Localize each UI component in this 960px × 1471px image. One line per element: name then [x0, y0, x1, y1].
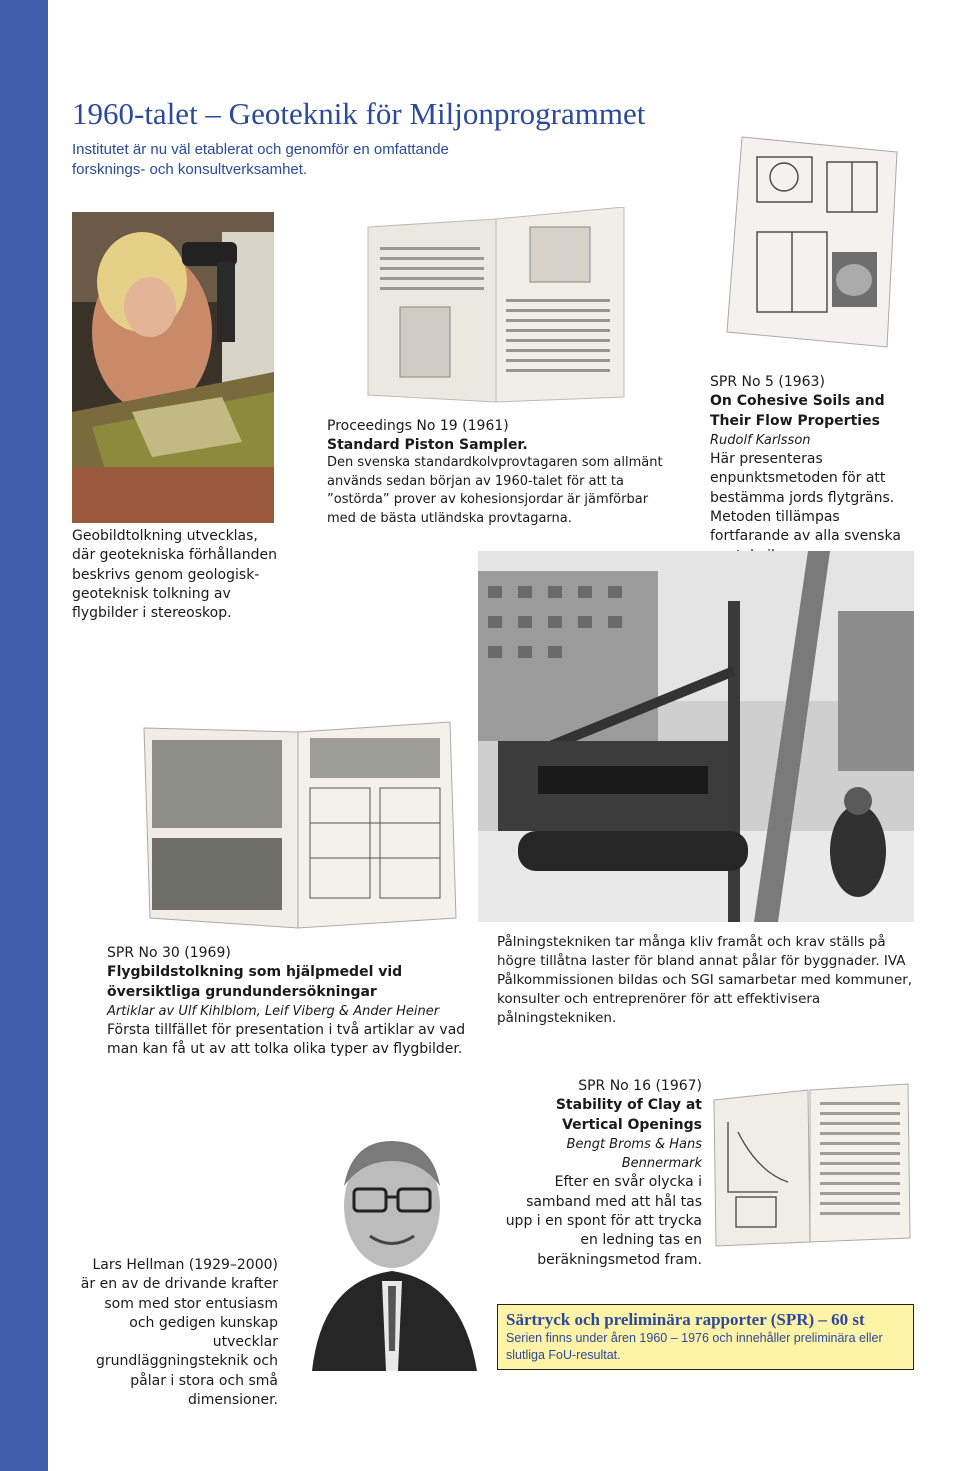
spr16-book-photo [708, 1082, 914, 1248]
page-title: 1960-talet – Geoteknik för Miljonprogrammet [72, 96, 646, 131]
spr5-author: Rudolf Karlsson [710, 432, 811, 448]
paling-caption: Pålningstekniken tar många kliv framåt och krav ställs på högre tillåtna laster för bland annat pålar för byggnader. IVA Pålkommissionen bildas och SGI samarbetar med kommuner, konsulter och entreprenörer för att effektivisera pålningstekniken. [497, 934, 913, 1026]
spr30-book-photo [130, 718, 466, 930]
spr16-series: SPR No 16 (1967) [578, 1078, 702, 1094]
spr5-body: Här presenteras enpunktsmetoden för att bestämma jords flytgräns. Metoden tillämpas fortfarande av alla svenska [710, 451, 901, 545]
spr30-caption [107, 944, 467, 1060]
page-subtitle: Institutet är nu väl etablerat och genomför en omfattande forsknings- och konsultverksamhet. [72, 141, 449, 178]
spr-info-box [497, 1304, 914, 1370]
spr16-title: Stability of Clay at Vertical Openings [555, 1097, 702, 1133]
left-accent-band [0, 0, 48, 1471]
proceedings-body: Den svenska standardkolvprovtagaren som allmänt används sedan början av 1960-talet för att ta ”ostörda” prover av kohesionsjordar är jämförbar med de bästa utländska provtagarna. [327, 455, 663, 526]
proceedings-series: Proceedings No 19 (1961) [327, 418, 509, 434]
spr5-title: On Cohesive Soils and Their Flow Properties [710, 393, 885, 429]
spr5-series: SPR No 5 (1963) [710, 374, 825, 390]
spr30-title: Flygbildstolkning som hjälpmedel vid översiktliga grundundersökningar [107, 964, 403, 1000]
spr-info-box-body: Serien finns under åren 1960 – 1976 och innehåller preliminära eller slutliga FoU-resultat. [506, 1331, 883, 1362]
spr16-author: Bengt Broms & Hans Bennermark [566, 1136, 702, 1172]
proceedings-caption [327, 417, 663, 528]
geobild-caption: Geobildtolkning utvecklas, där geotekniska förhållanden beskrivs genom geologisk-geoteknisk tolkning av flygbilder i stereoskop. [72, 528, 277, 622]
pile-driver-photo [478, 551, 914, 922]
spr16-body: Efter en svår olycka i samband med att hål tas upp i en spont för att trycka en ledning tas en beräkningsmetod fram. [505, 1174, 702, 1268]
spr30-author: Artiklar av Ulf Kihlblom, Leif Viberg & Ander Heiner [107, 1003, 440, 1019]
hellman-portrait-photo [292, 1131, 492, 1371]
spr16-caption [500, 1077, 702, 1270]
spr30-body: Första tillfället för presentation i två artiklar av vad man kan få ut av att tolka olika typer av flygbilder. [107, 1022, 466, 1058]
spr30-series: SPR No 30 (1969) [107, 945, 231, 961]
spr-info-box-title: Särtryck och preliminära rapporter (SPR) – 60 st [506, 1310, 865, 1329]
spr5-page-photo [722, 132, 908, 352]
spr5-caption [710, 373, 910, 566]
proceedings-book-photo [360, 207, 632, 410]
stereoscope-photo [72, 212, 274, 523]
proceedings-title: Standard Piston Sampler. [327, 436, 528, 453]
hellman-caption: Lars Hellman (1929–2000) är en av de drivande krafter som med stor entusiasm och gedigen kunskap utvecklar grundläggningsteknik och pålar i stora och små dimensioner. [80, 1257, 278, 1409]
